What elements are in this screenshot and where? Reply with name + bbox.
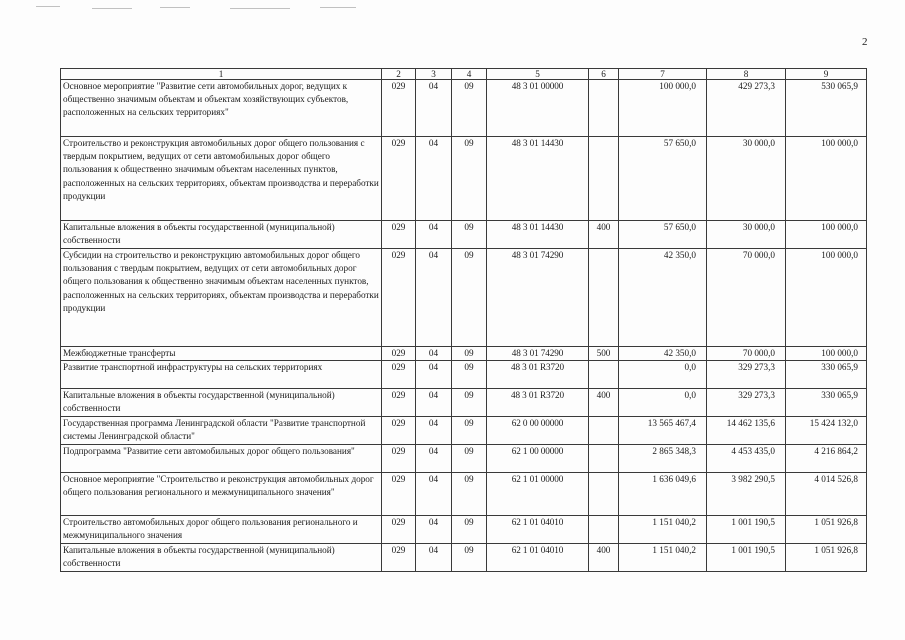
table-row — [61, 544, 867, 572]
column-header: 5 — [487, 69, 589, 80]
grbs-code: 029 — [382, 221, 416, 249]
column-header: 1 — [61, 69, 382, 80]
expense-type-code — [589, 137, 619, 221]
section-code: 04 — [416, 80, 452, 137]
amount-col9: 15 424 132,0 — [786, 417, 867, 445]
subsection-code: 09 — [452, 221, 487, 249]
grbs-code: 029 — [382, 473, 416, 516]
table-row — [61, 389, 867, 417]
amount-col7: 1 151 040,2 — [619, 516, 707, 544]
section-code: 04 — [416, 221, 452, 249]
grbs-code: 029 — [382, 417, 416, 445]
amount-col9: 1 051 926,8 — [786, 544, 867, 572]
row-name: Капитальные вложения в объекты государственной (муниципальной) собственности — [61, 221, 382, 249]
expense-type-code — [589, 516, 619, 544]
amount-col7: 57 650,0 — [619, 137, 707, 221]
row-name: Основное мероприятие "Строительство и реконструкция автомобильных дорог общего пользования регионального и межмуниципального значения" — [61, 473, 382, 516]
expense-type-code — [589, 473, 619, 516]
amount-col8: 30 000,0 — [707, 221, 786, 249]
subsection-code: 09 — [452, 389, 487, 417]
grbs-code: 029 — [382, 389, 416, 417]
amount-col9: 100 000,0 — [786, 137, 867, 221]
amount-col7: 0,0 — [619, 361, 707, 389]
row-name: Основное мероприятие "Развитие сети автомобильных дорог, ведущих к общественно значимым объектам и объектам хозяйствующих субъектов, расположенных на сельских территориях" — [61, 80, 382, 137]
subsection-code: 09 — [452, 80, 487, 137]
table-row — [61, 361, 867, 389]
row-name: Строительство и реконструкция автомобильных дорог общего пользования с твердым покрытием, ведущих от сети автомобильных дорог общего пользования к общественно значимым объектам населенных пунктов, расположенных на сельских территориях, объектам производства и переработки продукции — [61, 137, 382, 221]
amount-col7: 57 650,0 — [619, 221, 707, 249]
amount-col8: 30 000,0 — [707, 137, 786, 221]
scan-artifact-top — [230, 8, 290, 9]
amount-col7: 42 350,0 — [619, 347, 707, 361]
table-row — [61, 516, 867, 544]
amount-col9: 1 051 926,8 — [786, 516, 867, 544]
expense-type-code — [589, 249, 619, 347]
grbs-code: 029 — [382, 249, 416, 347]
subsection-code: 09 — [452, 417, 487, 445]
amount-col7: 100 000,0 — [619, 80, 707, 137]
target-article-code: 48 3 01 74290 — [487, 347, 589, 361]
expense-type-code: 400 — [589, 221, 619, 249]
column-header: 9 — [786, 69, 867, 80]
amount-col8: 4 453 435,0 — [707, 445, 786, 473]
table-row — [61, 473, 867, 516]
section-code: 04 — [416, 137, 452, 221]
table-row — [61, 221, 867, 249]
row-name: Государственная программа Ленинградской области "Развитие транспортной системы Ленинградской области" — [61, 417, 382, 445]
target-article-code: 62 1 01 00000 — [487, 473, 589, 516]
subsection-code: 09 — [452, 361, 487, 389]
row-name: Развитие транспортной инфраструктуры на сельских территориях — [61, 361, 382, 389]
target-article-code: 62 1 01 04010 — [487, 516, 589, 544]
expense-type-code — [589, 417, 619, 445]
amount-col8: 1 001 190,5 — [707, 544, 786, 572]
budget-table — [60, 68, 867, 572]
table-row — [61, 347, 867, 361]
grbs-code: 029 — [382, 80, 416, 137]
grbs-code: 029 — [382, 516, 416, 544]
section-code: 04 — [416, 389, 452, 417]
amount-col9: 330 065,9 — [786, 361, 867, 389]
target-article-code: 48 3 01 14430 — [487, 221, 589, 249]
amount-col8: 329 273,3 — [707, 361, 786, 389]
subsection-code: 09 — [452, 347, 487, 361]
grbs-code: 029 — [382, 361, 416, 389]
page-number: 2 — [862, 36, 868, 48]
expense-type-code — [589, 80, 619, 137]
target-article-code: 48 3 01 R3720 — [487, 389, 589, 417]
section-code: 04 — [416, 445, 452, 473]
subsection-code: 09 — [452, 544, 487, 572]
target-article-code: 48 3 01 00000 — [487, 80, 589, 137]
row-name: Капитальные вложения в объекты государственной (муниципальной) собственности — [61, 389, 382, 417]
amount-col9: 100 000,0 — [786, 347, 867, 361]
amount-col8: 3 982 290,5 — [707, 473, 786, 516]
expense-type-code: 500 — [589, 347, 619, 361]
amount-col7: 2 865 348,3 — [619, 445, 707, 473]
amount-col8: 429 273,3 — [707, 80, 786, 137]
amount-col9: 100 000,0 — [786, 221, 867, 249]
section-code: 04 — [416, 249, 452, 347]
section-code: 04 — [416, 516, 452, 544]
amount-col8: 1 001 190,5 — [707, 516, 786, 544]
section-code: 04 — [416, 473, 452, 516]
grbs-code: 029 — [382, 137, 416, 221]
grbs-code: 029 — [382, 544, 416, 572]
scan-artifact-top — [36, 6, 60, 7]
amount-col8: 329 273,3 — [707, 389, 786, 417]
table-row — [61, 80, 867, 137]
target-article-code: 48 3 01 R3720 — [487, 361, 589, 389]
row-name: Субсидии на строительство и реконструкцию автомобильных дорог общего пользования с твердым покрытием, ведущих от сети автомобильных дорог общего пользования к общественно значимым объектам населенных пунктов, расположенных на сельских территориях, объектам производства и переработки продукции — [61, 249, 382, 347]
expense-type-code: 400 — [589, 389, 619, 417]
expense-type-code — [589, 445, 619, 473]
amount-col7: 42 350,0 — [619, 249, 707, 347]
grbs-code: 029 — [382, 347, 416, 361]
row-name: Капитальные вложения в объекты государственной (муниципальной) собственности — [61, 544, 382, 572]
amount-col9: 100 000,0 — [786, 249, 867, 347]
amount-col7: 1 636 049,6 — [619, 473, 707, 516]
target-article-code: 62 1 01 04010 — [487, 544, 589, 572]
target-article-code: 62 1 00 00000 — [487, 445, 589, 473]
table-row — [61, 445, 867, 473]
amount-col8: 70 000,0 — [707, 249, 786, 347]
section-code: 04 — [416, 347, 452, 361]
amount-col8: 14 462 135,6 — [707, 417, 786, 445]
subsection-code: 09 — [452, 516, 487, 544]
section-code: 04 — [416, 417, 452, 445]
scan-artifact-top — [92, 8, 132, 9]
scan-artifact-top — [320, 7, 356, 8]
amount-col8: 70 000,0 — [707, 347, 786, 361]
column-header: 4 — [452, 69, 487, 80]
section-code: 04 — [416, 544, 452, 572]
column-header: 8 — [707, 69, 786, 80]
amount-col9: 4 216 864,2 — [786, 445, 867, 473]
target-article-code: 62 0 00 00000 — [487, 417, 589, 445]
table-row — [61, 249, 867, 347]
table-row — [61, 417, 867, 445]
row-name: Межбюджетные трансферты — [61, 347, 382, 361]
table-row — [61, 137, 867, 221]
expense-type-code: 400 — [589, 544, 619, 572]
amount-col7: 1 151 040,2 — [619, 544, 707, 572]
row-name: Подпрограмма "Развитие сети автомобильных дорог общего пользования" — [61, 445, 382, 473]
target-article-code: 48 3 01 14430 — [487, 137, 589, 221]
grbs-code: 029 — [382, 445, 416, 473]
row-name: Строительство автомобильных дорог общего пользования регионального и межмуниципального значения — [61, 516, 382, 544]
column-header: 2 — [382, 69, 416, 80]
subsection-code: 09 — [452, 473, 487, 516]
section-code: 04 — [416, 361, 452, 389]
subsection-code: 09 — [452, 445, 487, 473]
scan-artifact-top — [160, 7, 190, 8]
column-header: 3 — [416, 69, 452, 80]
target-article-code: 48 3 01 74290 — [487, 249, 589, 347]
subsection-code: 09 — [452, 137, 487, 221]
subsection-code: 09 — [452, 249, 487, 347]
column-header: 7 — [619, 69, 707, 80]
amount-col9: 4 014 526,8 — [786, 473, 867, 516]
amount-col7: 13 565 467,4 — [619, 417, 707, 445]
amount-col9: 330 065,9 — [786, 389, 867, 417]
amount-col7: 0,0 — [619, 389, 707, 417]
column-header: 6 — [589, 69, 619, 80]
expense-type-code — [589, 361, 619, 389]
header-row — [61, 69, 867, 80]
amount-col9: 530 065,9 — [786, 80, 867, 137]
